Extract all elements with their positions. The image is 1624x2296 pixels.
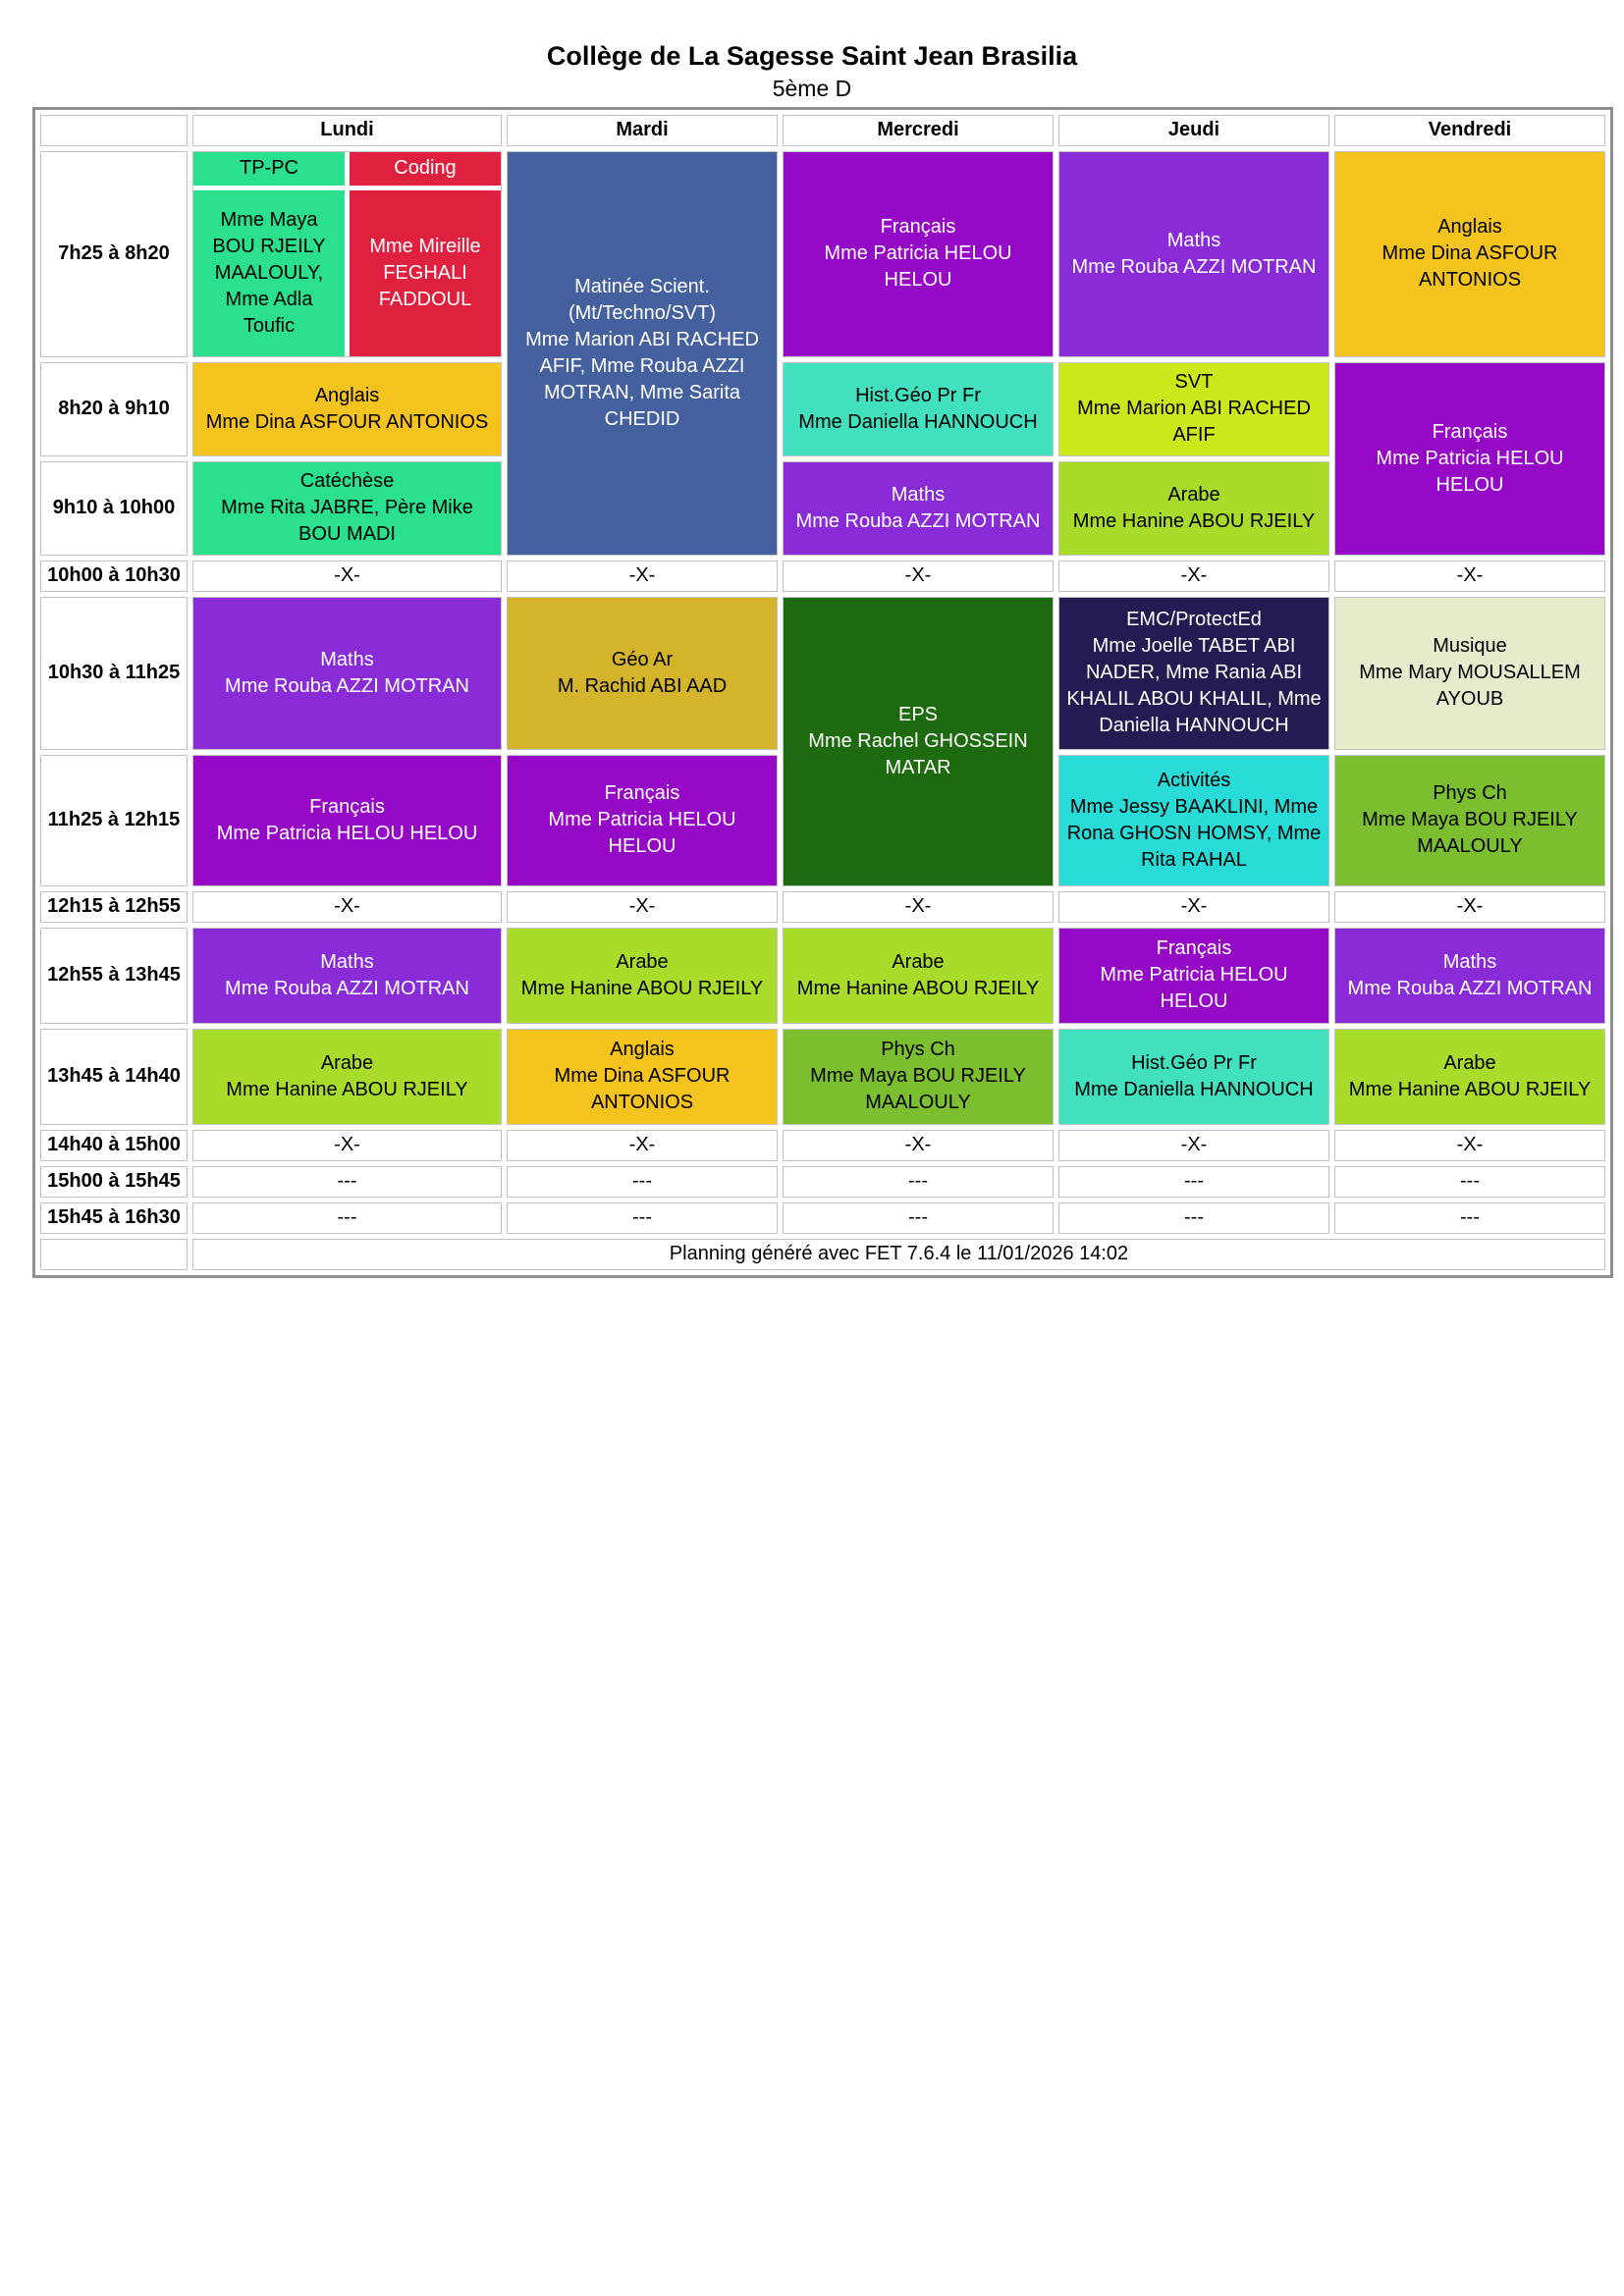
lesson-cell bbox=[783, 1029, 1054, 1125]
corner-cell bbox=[40, 115, 188, 146]
day-header-jeudi: Jeudi bbox=[1058, 115, 1329, 146]
lesson-cell bbox=[1334, 362, 1605, 556]
break-cell: --- bbox=[1334, 1202, 1605, 1234]
time-slot-label: 10h30 à 11h25 bbox=[40, 597, 188, 750]
subject-label: Français bbox=[604, 782, 680, 805]
subject-label: Arabe bbox=[320, 1051, 374, 1074]
break-cell: -X- bbox=[507, 561, 778, 592]
teacher-names: Mme Hanine ABOU RJEILY bbox=[1348, 1078, 1592, 1100]
subject-label: EPS bbox=[897, 703, 939, 725]
subject-label: Activités bbox=[1157, 769, 1231, 791]
day-header-mercredi: Mercredi bbox=[783, 115, 1054, 146]
time-row bbox=[40, 1166, 1605, 1198]
teacher-names: Mme Maya BOU RJEILY MAALOULY, Mme Adla Toufic bbox=[193, 190, 345, 356]
subject-label: Français bbox=[309, 795, 385, 818]
subject-label: Anglais bbox=[1437, 216, 1502, 239]
lesson-cell bbox=[1058, 928, 1329, 1024]
footer-note: Planning généré avec FET 7.6.4 le 11/01/2026 14:02 bbox=[192, 1239, 1605, 1270]
break-cell: --- bbox=[783, 1166, 1054, 1198]
time-slot-label: 15h45 à 16h30 bbox=[40, 1202, 188, 1234]
timetable bbox=[32, 107, 1613, 1278]
break-cell: --- bbox=[507, 1202, 778, 1234]
teacher-names: Mme Rouba AZZI MOTRAN bbox=[1347, 977, 1593, 999]
teacher-names: Mme Rouba AZZI MOTRAN bbox=[795, 509, 1041, 532]
lesson-cell bbox=[192, 597, 502, 750]
break-cell: -X- bbox=[1334, 891, 1605, 923]
subject-label: Matinée Scient. (Mt/Techno/SVT) bbox=[568, 275, 717, 324]
time-row bbox=[40, 362, 1605, 456]
lesson-cell bbox=[192, 362, 502, 456]
break-cell: --- bbox=[1058, 1166, 1329, 1198]
subject-label: Français bbox=[1432, 420, 1508, 443]
teacher-names: Mme Hanine ABOU RJEILY bbox=[796, 977, 1040, 999]
time-slot-label: 9h10 à 10h00 bbox=[40, 461, 188, 556]
teacher-names: Mme Mireille FEGHALI FADDOUL bbox=[350, 190, 501, 356]
break-cell: --- bbox=[1058, 1202, 1329, 1234]
teacher-names: Mme Daniella HANNOUCH bbox=[1074, 1078, 1314, 1100]
lesson-cell bbox=[783, 362, 1054, 456]
lesson-cell bbox=[192, 755, 502, 886]
day-header-row bbox=[40, 115, 1605, 146]
subject-label: Hist.Géo Pr Fr bbox=[1131, 1051, 1257, 1074]
lesson-cell bbox=[507, 1029, 778, 1125]
subject-label: Français bbox=[1156, 937, 1232, 960]
teacher-names: Mme Hanine ABOU RJEILY bbox=[1072, 509, 1316, 532]
subject-label: Arabe bbox=[1167, 483, 1220, 506]
split-lesson-cell bbox=[192, 151, 502, 357]
teacher-names: Mme Rouba AZZI MOTRAN bbox=[225, 977, 469, 999]
class-name: 5ème D bbox=[772, 76, 852, 102]
subject-label: Arabe bbox=[892, 950, 945, 973]
teacher-names: Mme Marion ABI RACHED AFIF, Mme Rouba AZZI MOTRAN, Mme Sarita CHEDID bbox=[525, 328, 759, 430]
time-row bbox=[40, 891, 1605, 923]
subject-label: EMC/ProtectEd bbox=[1126, 609, 1262, 631]
time-slot-label: 7h25 à 8h20 bbox=[40, 151, 188, 357]
teacher-names: Mme Maya BOU RJEILY MAALOULY bbox=[1362, 809, 1578, 858]
time-slot-label: 8h20 à 9h10 bbox=[40, 362, 188, 456]
teacher-names: Mme Dina ASFOUR ANTONIOS bbox=[205, 410, 489, 433]
lesson-cell bbox=[507, 151, 778, 556]
time-row bbox=[40, 597, 1605, 750]
time-slot-label: 15h00 à 15h45 bbox=[40, 1166, 188, 1198]
time-slot-label: 11h25 à 12h15 bbox=[40, 755, 188, 886]
lesson-cell bbox=[192, 461, 502, 556]
break-cell: --- bbox=[192, 1202, 502, 1234]
lesson-cell bbox=[1058, 461, 1329, 556]
lesson-cell bbox=[1334, 597, 1605, 750]
break-cell: --- bbox=[1334, 1166, 1605, 1198]
teacher-names: Mme Patricia HELOU HELOU bbox=[1376, 447, 1564, 496]
lesson-cell bbox=[192, 928, 502, 1024]
break-cell: --- bbox=[783, 1202, 1054, 1234]
time-row bbox=[40, 1202, 1605, 1234]
subject-label: Catéchèse bbox=[299, 470, 395, 493]
lesson-cell bbox=[783, 597, 1054, 886]
lesson-cell bbox=[1334, 1029, 1605, 1125]
lesson-cell bbox=[1334, 928, 1605, 1024]
time-slot-label: 12h15 à 12h55 bbox=[40, 891, 188, 923]
teacher-names: Mme Jessy BAAKLINI, Mme Rona GHOSN HOMSY, Mme Rita RAHAL bbox=[1066, 795, 1322, 871]
teacher-names: Mme Daniella HANNOUCH bbox=[798, 410, 1038, 433]
lesson-cell bbox=[192, 1029, 502, 1125]
lesson-cell bbox=[507, 928, 778, 1024]
day-header-lundi: Lundi bbox=[192, 115, 502, 146]
subject-label: Maths bbox=[891, 483, 946, 506]
teacher-names: Mme Patricia HELOU HELOU bbox=[548, 809, 736, 858]
day-header-vendredi: Vendredi bbox=[1334, 115, 1605, 146]
teacher-names: Mme Rita JABRE, Père Mike BOU MADI bbox=[221, 497, 473, 546]
break-cell: -X- bbox=[783, 891, 1054, 923]
break-cell: -X- bbox=[1058, 891, 1329, 923]
break-cell: -X- bbox=[1058, 1130, 1329, 1161]
lesson-cell bbox=[1058, 362, 1329, 456]
break-cell: -X- bbox=[783, 1130, 1054, 1161]
break-cell: -X- bbox=[1334, 1130, 1605, 1161]
page-title: Collège de La Sagesse Saint Jean Brasilia bbox=[546, 41, 1078, 71]
teacher-names: Mme Patricia HELOU HELOU bbox=[1100, 964, 1288, 1013]
lesson-cell bbox=[1058, 597, 1329, 750]
teacher-names: Mme Rouba AZZI MOTRAN bbox=[1071, 255, 1317, 278]
subject-label: Anglais bbox=[610, 1039, 675, 1061]
break-cell: --- bbox=[507, 1166, 778, 1198]
time-row bbox=[40, 561, 1605, 592]
teacher-names: Mme Patricia HELOU HELOU bbox=[216, 822, 478, 844]
day-header-row-tr bbox=[40, 115, 1605, 146]
subject-label: Arabe bbox=[616, 950, 669, 973]
teacher-names: Mme Marion ABI RACHED AFIF bbox=[1077, 398, 1311, 447]
lesson-cell bbox=[507, 597, 778, 750]
time-row bbox=[40, 151, 1605, 357]
subject-label: Coding bbox=[350, 152, 501, 186]
subject-label: Maths bbox=[320, 950, 374, 973]
break-cell: -X- bbox=[1058, 561, 1329, 592]
day-header-mardi: Mardi bbox=[507, 115, 778, 146]
lesson-cell bbox=[1058, 1029, 1329, 1125]
subject-label: Français bbox=[880, 216, 956, 239]
subject-label: Hist.Géo Pr Fr bbox=[855, 384, 981, 406]
break-cell: -X- bbox=[783, 561, 1054, 592]
subject-label: Maths bbox=[1166, 229, 1221, 251]
footer-row bbox=[40, 1239, 1605, 1270]
subject-label: Anglais bbox=[314, 384, 380, 406]
lesson-cell bbox=[507, 755, 778, 886]
time-slot-label: 14h40 à 15h00 bbox=[40, 1130, 188, 1161]
lesson-cell bbox=[1058, 151, 1329, 357]
subject-label: Maths bbox=[320, 648, 374, 670]
subject-label: Arabe bbox=[1443, 1051, 1496, 1074]
teacher-names: Mme Joelle TABET ABI NADER, Mme Rania ABI KHALIL ABOU KHALIL, Mme Daniella HANNOUCH bbox=[1066, 635, 1322, 737]
lesson-cell bbox=[783, 461, 1054, 556]
time-slot-label: 12h55 à 13h45 bbox=[40, 928, 188, 1024]
time-slot-label: 10h00 à 10h30 bbox=[40, 561, 188, 592]
teacher-names: Mme Dina ASFOUR ANTONIOS bbox=[1381, 242, 1558, 292]
footer-empty-cell bbox=[40, 1239, 188, 1270]
teacher-names: Mme Hanine ABOU RJEILY bbox=[226, 1078, 468, 1100]
break-cell: -X- bbox=[507, 1130, 778, 1161]
lesson-cell bbox=[783, 151, 1054, 357]
break-cell: -X- bbox=[192, 1130, 502, 1161]
teacher-names: Mme Dina ASFOUR ANTONIOS bbox=[554, 1065, 731, 1114]
teacher-names: Mme Hanine ABOU RJEILY bbox=[520, 977, 764, 999]
time-row bbox=[40, 1130, 1605, 1161]
subject-label: Phys Ch bbox=[1433, 782, 1507, 805]
time-row bbox=[40, 1029, 1605, 1125]
break-cell: -X- bbox=[1334, 561, 1605, 592]
lesson-cell bbox=[783, 928, 1054, 1024]
lesson-cell bbox=[1058, 755, 1329, 886]
subject-label: Maths bbox=[1442, 950, 1497, 973]
subject-label: Géo Ar bbox=[611, 648, 674, 670]
lesson-cell bbox=[1334, 755, 1605, 886]
timetable-body bbox=[40, 151, 1605, 1270]
subject-label: TP-PC bbox=[193, 152, 345, 186]
break-cell: -X- bbox=[192, 561, 502, 592]
subject-label: SVT bbox=[1174, 371, 1214, 394]
subject-label: Musique bbox=[1433, 635, 1507, 658]
teacher-names: Mme Maya BOU RJEILY MAALOULY bbox=[810, 1065, 1026, 1114]
teacher-names: Mme Rouba AZZI MOTRAN bbox=[225, 674, 469, 697]
break-cell: -X- bbox=[507, 891, 778, 923]
time-slot-label: 13h45 à 14h40 bbox=[40, 1029, 188, 1125]
teacher-names: Mme Rachel GHOSSEIN MATAR bbox=[808, 729, 1028, 778]
break-cell: -X- bbox=[192, 891, 502, 923]
teacher-names: Mme Patricia HELOU HELOU bbox=[824, 242, 1012, 292]
subject-label: Phys Ch bbox=[881, 1039, 955, 1061]
teacher-names: Mme Mary MOUSALLEM AYOUB bbox=[1359, 662, 1581, 711]
break-cell: --- bbox=[192, 1166, 502, 1198]
split-grid bbox=[193, 152, 501, 356]
teacher-names: M. Rachid ABI AAD bbox=[557, 674, 728, 697]
time-row bbox=[40, 928, 1605, 1024]
header bbox=[0, 0, 1624, 103]
lesson-cell bbox=[1334, 151, 1605, 357]
